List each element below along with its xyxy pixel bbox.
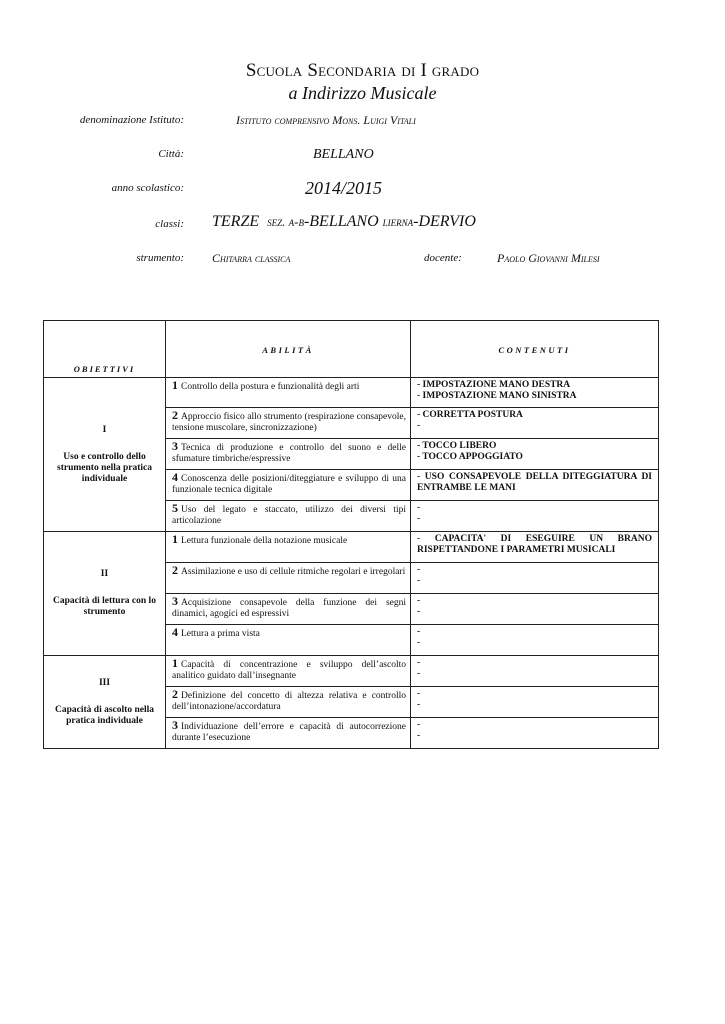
abilita-cell: 4 Conoscenza delle posizioni/diteggiature e sviluppo di una funzionale tecnica digitale [166, 470, 411, 501]
contenuti-cell: - - [411, 594, 659, 625]
classi-value [212, 213, 476, 231]
abilita-cell: 2 Definizione del concetto di altezza relativa e controllo dell’intonazione/accordatura [166, 687, 411, 718]
classi-anno: TERZE [212, 213, 260, 230]
table-header-row [44, 321, 659, 378]
abilita-cell: 2 Approccio fisico allo strumento (respirazione consapevole, tensione muscolare, sincronizzazione) [166, 408, 411, 439]
docente-value: Paolo Giovanni Milesi [497, 251, 600, 265]
classi-label: classi: [155, 218, 184, 230]
strumento-label: strumento: [136, 252, 184, 264]
classi-sezioni: sez. a-b [267, 214, 304, 229]
istituto-value: Istituto comprensivo Mons. Luigi Vitali [236, 113, 416, 127]
anno-value: 2014/2015 [305, 178, 383, 198]
document-title: Scuola Secondaria di I grado [245, 60, 480, 81]
contenuti-cell: - - [411, 625, 659, 656]
classi-plesso-dervio: -DERVIO [413, 213, 476, 230]
abilita-cell: 3 Tecnica di produzione e controllo del suono e delle sfumature timbriche/espressive [166, 439, 411, 470]
contenuti-cell: - - [411, 563, 659, 594]
document-subtitle: a Indirizzo Musicale [288, 83, 437, 103]
contenuti-cell: - TOCCO LIBERO - TOCCO APPOGGIATO [411, 439, 659, 470]
contenuti-cell: - - [411, 718, 659, 749]
obiettivi-header: OBIETTIVI [44, 321, 166, 378]
docente-label: docente: [424, 252, 462, 264]
table-row [44, 532, 659, 563]
contenuti-cell: - USO CONSAPEVOLE DELLA DITEGGIATURA DI ENTRAMBE LE MANI [411, 470, 659, 501]
objective-group-2 [44, 532, 166, 656]
abilita-cell: 2 Assimilazione e uso di cellule ritmiche regolari e irregolari [166, 563, 411, 594]
objective-number: II [100, 569, 109, 579]
abilita-cell: 3 Acquisizione consapevole della funzione dei segni dinamici, agogici ed espressivi [166, 594, 411, 625]
anno-label: anno scolastico: [111, 182, 184, 194]
abilita-cell: 4 Lettura a prima vista [166, 625, 411, 656]
contenuti-header: CONTENUTI [411, 321, 659, 378]
abilita-cell: 1 Controllo della postura e funzionalità degli arti [166, 378, 411, 408]
objectives-table [43, 320, 659, 749]
objective-group-3 [44, 656, 166, 749]
abilita-cell: 1 Lettura funzionale della notazione musicale [166, 532, 411, 563]
abilita-cell: 3 Individuazione dell’errore e capacità di autocorrezione durante l’esecuzione [166, 718, 411, 749]
abilita-cell: 1 Capacità di concentrazione e sviluppo dell’ascolto analitico guidato dall’insegnante [166, 656, 411, 687]
citta-label: Città: [158, 148, 184, 160]
classi-plesso-bellano: -BELLANO [303, 213, 379, 230]
table-row [44, 378, 659, 408]
contenuti-cell: - CORRETTA POSTURA - [411, 408, 659, 439]
contenuti-cell: - IMPOSTAZIONE MANO DESTRA - IMPOSTAZIONE MANO SINISTRA [411, 378, 659, 408]
table-row [44, 656, 659, 687]
classi-plesso-lierna: lierna [382, 214, 414, 229]
contenuti-cell: - - [411, 687, 659, 718]
objective-label: Capacità di ascolto nella pratica individuale [55, 704, 154, 726]
objective-label: Capacità di lettura con lo strumento [53, 596, 156, 617]
contenuti-cell: - - [411, 656, 659, 687]
contenuti-cell: - - [411, 501, 659, 532]
strumento-value: Chitarra classica [212, 251, 291, 265]
citta-value: BELLANO [313, 147, 374, 162]
objective-number: III [98, 677, 111, 688]
objective-group-1 [44, 378, 166, 532]
abilita-header: ABILITÀ [166, 321, 411, 378]
objective-number: I [102, 424, 107, 435]
abilita-cell: 5 Uso del legato e staccato, utilizzo dei diversi tipi articolazione [166, 501, 411, 532]
contenuti-cell: - CAPACITA' DI ESEGUIRE UN BRANO RISPETTANDONE I PARAMETRI MUSICALI [411, 532, 659, 563]
objective-label: Uso e controllo dello strumento nella pratica individuale [57, 451, 152, 484]
istituto-label: denominazione Istituto: [79, 114, 184, 126]
